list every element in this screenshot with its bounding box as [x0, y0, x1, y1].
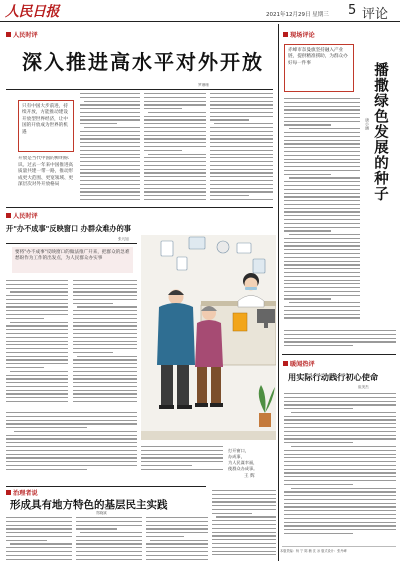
article3-headline: 形成具有地方特色的基层民主实践 [10, 499, 168, 511]
article5-headline: 用实际行动践行初心使命 [288, 372, 379, 382]
article1-rule [6, 89, 273, 90]
article2-body-bottom [6, 412, 137, 482]
page-footer: 本版责编：杨 宁 陈 楠 沈 冰 版式设计：张丹峰 [280, 549, 347, 553]
newspaper-logo: 人民日报 [5, 4, 59, 20]
column-label-right-top: 现场评论 [283, 30, 315, 39]
cartoon-illustration [141, 235, 276, 440]
issue-date: 2021年12月29日 星期三 [266, 12, 329, 18]
footer-rule [282, 546, 396, 547]
label-square-icon [6, 213, 11, 218]
column-separator [278, 24, 279, 561]
article1-callout: 只有中国大步前进，持续开放，方能推动建设开放型世界经济，让中国的开放成为世界的机遇 [18, 100, 74, 152]
article2-body-col1 [6, 280, 68, 408]
article1-body-col2 [144, 93, 206, 203]
article2-body-col2 [73, 280, 137, 408]
label-square-icon [6, 32, 11, 37]
article3-body-col1 [6, 517, 72, 563]
article3-body-col3 [146, 517, 208, 563]
article2-rule [6, 243, 137, 244]
article3-byline: 郑晓斌 [96, 511, 107, 515]
illustration-caption: 打开窗口， 办成事， 为人民谋幸福， 使群众办成事。 [228, 448, 258, 471]
label-square-icon [6, 490, 11, 495]
article5-byline: 崔美杰 [358, 385, 369, 389]
article3-body-col4 [212, 490, 276, 563]
article3-body-col2 [76, 517, 142, 563]
article1-byline: 罗珊珊 [198, 83, 209, 87]
article4-body-bottom [284, 330, 396, 354]
divider-1 [6, 207, 273, 208]
article1-callout-2: 开放是当代中国的鲜明标识。过去一年来中国推进高质量共建一带一路，推动形成更大范围、更宽领域、更深层次对外开放格局 [18, 156, 74, 188]
divider-3 [282, 354, 396, 355]
column-label-top: 人民时评 [6, 30, 38, 39]
illustration-artist: 王 辉 [244, 474, 255, 479]
service-window-illustration [141, 235, 276, 440]
section-number: 5 [348, 3, 357, 18]
article2-byline: 张凡旭 [118, 237, 129, 241]
article1-body-col1 [80, 93, 140, 203]
label-square-icon [283, 361, 288, 366]
article2-headline: 开"办不成事"反映窗口 办群众难办的事 [6, 224, 131, 233]
article2-callout: 要将"办不成事"反映窗口的做法推广开来，把群众的急难愁盼作为工作的出发点，为人民群众办实事 [12, 247, 133, 273]
column-label-right-bottom: 暖闻热评 [283, 359, 315, 368]
article1-body-col3 [210, 93, 273, 203]
column-label-bottom: 治理者说 [6, 488, 38, 497]
article4-vertical-title: 播撒绿色发展的种子 [372, 62, 388, 202]
column-label-mid: 人民时评 [6, 211, 38, 220]
article4-callout: 赤峰市奈曼旗坚持融入产业链，提供精准援助，为群众办好每一件事 [284, 44, 354, 92]
article5-body [284, 393, 396, 543]
article4-author: 唐小涵 [365, 118, 370, 130]
label-square-icon [283, 32, 288, 37]
masthead [0, 0, 400, 22]
article1-headline: 深入推进高水平对外开放 [22, 50, 264, 74]
article2-body-tail [141, 446, 223, 476]
article4-body-col1 [284, 98, 360, 328]
section-name: 评论 [362, 7, 389, 22]
divider-2 [6, 486, 206, 487]
